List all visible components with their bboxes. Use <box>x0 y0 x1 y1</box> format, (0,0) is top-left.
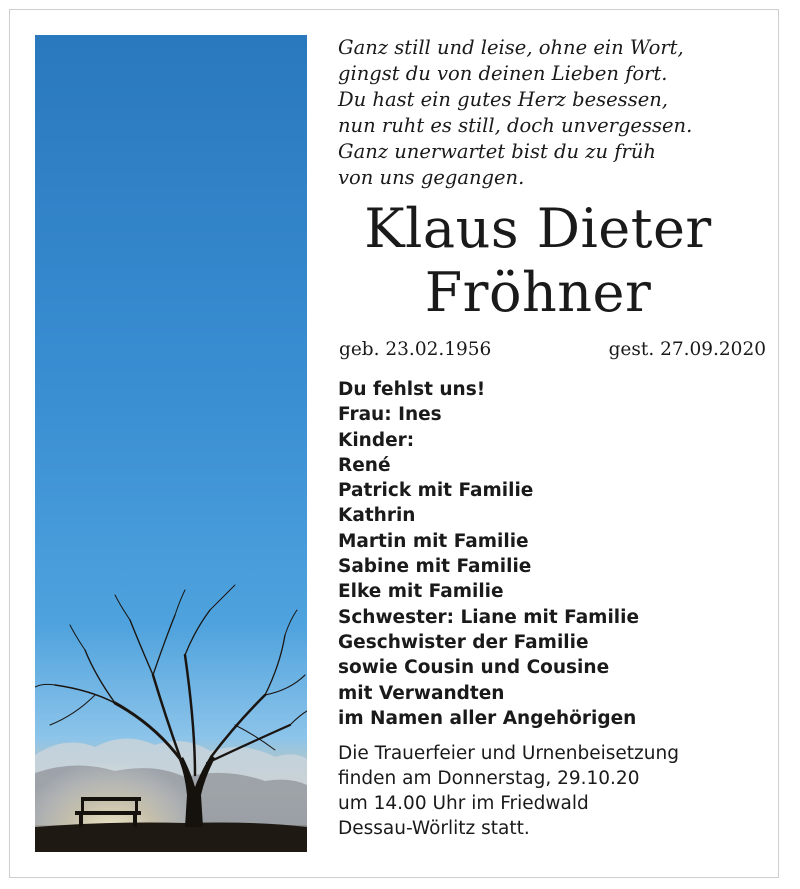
funeral-notice <box>338 741 768 841</box>
mourner-line: Kinder: <box>338 429 415 451</box>
mourner-line: sowie Cousin und Cousine <box>338 657 610 679</box>
deceased-name <box>338 197 738 325</box>
poem-line: Ganz unerwartet bist du zu früh <box>338 140 656 163</box>
poem-line: von uns gegangen. <box>338 166 525 189</box>
funeral-line: um 14.00 Uhr im Friedwald <box>338 793 589 815</box>
poem-line: gingst du von deinen Lieben fort. <box>338 62 668 85</box>
mourner-line: im Namen aller Angehörigen <box>338 707 637 729</box>
deceased-name-line1: Klaus Dieter <box>364 197 712 260</box>
mourner-line: Martin mit Familie <box>338 530 529 552</box>
deceased-name-line2: Fröhner <box>424 261 652 324</box>
mourner-line: Du fehlst uns! <box>338 379 486 400</box>
funeral-line: finden am Donnerstag, 29.10.20 <box>338 768 640 790</box>
mourner-line: Frau: Ines <box>338 404 442 426</box>
mourner-line: Kathrin <box>338 505 416 527</box>
tree-and-bench-photo <box>35 35 307 852</box>
mourner-line: mit Verwandten <box>338 682 505 704</box>
mourner-line: René <box>338 454 391 476</box>
mourner-line: Elke mit Familie <box>338 581 504 603</box>
poem-line: nun ruht es still, doch unvergessen. <box>338 114 693 137</box>
birth-date: geb. 23.02.1956 <box>339 339 492 360</box>
mourner-line: Geschwister der Familie <box>338 631 589 653</box>
mourners-list <box>338 377 768 731</box>
funeral-line: Dessau-Wörlitz statt. <box>338 818 530 840</box>
funeral-line: Die Trauerfeier und Urnenbeisetzung <box>338 743 679 765</box>
mourner-line: Patrick mit Familie <box>338 480 534 502</box>
mourner-line: Schwester: Liane mit Familie <box>338 606 640 628</box>
poem-line: Ganz still und leise, ohne ein Wort, <box>338 36 684 59</box>
obituary-text <box>338 35 768 841</box>
mourner-line: Sabine mit Familie <box>338 556 532 578</box>
life-dates <box>338 339 766 367</box>
death-date: gest. 27.09.2020 <box>608 339 766 360</box>
poem <box>338 35 768 191</box>
poem-line: Du hast ein gutes Herz besessen, <box>338 88 668 111</box>
